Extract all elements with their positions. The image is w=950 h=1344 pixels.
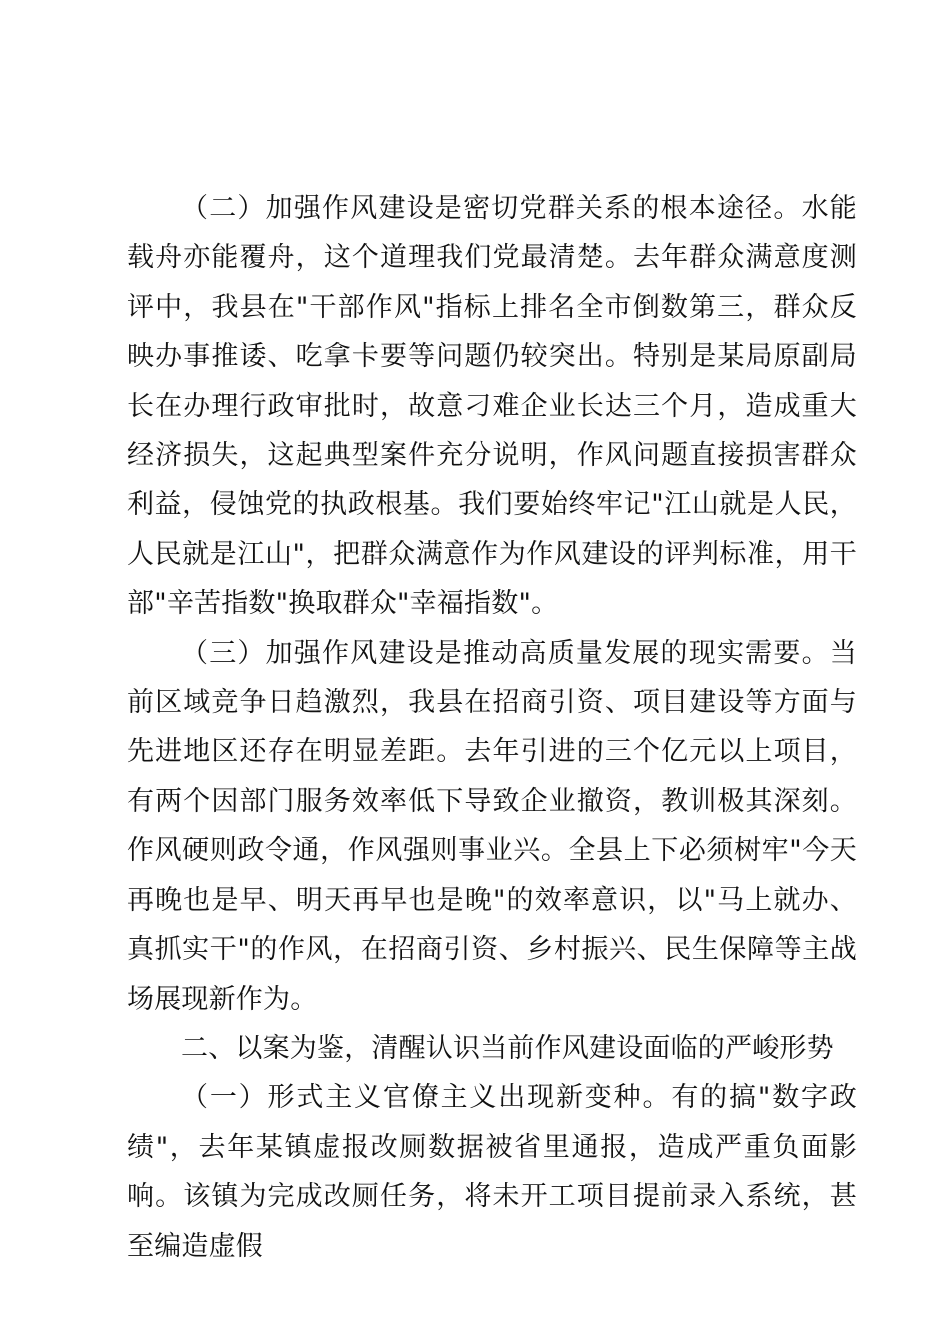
section-heading: 二、以案为鉴，清醒认识当前作风建设面临的严峻形势 [181,1032,834,1064]
paragraph-formalism-bureaucratism: （一）形式主义官僚主义出现新变种。有的搞"数字政绩"，去年某镇虚报改厕数据被省里通报，造成严重负面影响。该镇为完成改厕任务，将未开工项目提前录入系统，甚至编造虚假 [127,1082,857,1262]
document-body [127,184,857,1271]
paragraph-party-mass-relations: （二）加强作风建设是密切党群关系的根本途径。水能载舟亦能覆舟，这个道理我们党最清楚。去年群众满意度测评中，我县在"干部作风"指标上排名全市倒数第三，群众反映办事推诿、吃拿卡要等问题仍较突出。特别是某局原副局长在办理行政审批时，故意刁难企业长达三个月，造成重大经济损失，这起典型案件充分说明，作风问题直接损害群众利益，侵蚀党的执政根基。我们要始终牢记"江山就是人民，人民就是江山"，把群众满意作为作风建设的评判标准，用干部"辛苦指数"换取群众"幸福指数"。 [127,193,857,620]
paragraph-high-quality-development: （三）加强作风建设是推动高质量发展的现实需要。当前区域竞争日趋激烈，我县在招商引资、项目建设等方面与先进地区还存在明显差距。去年引进的三个亿元以上项目，有两个因部门服务效率低下导致企业撤资，教训极其深刻。作风硬则政令通，作风强则事业兴。全县上下必须树牢"今天再晚也是早、明天再早也是晚"的效率意识，以"马上就办、真抓实干"的作风，在招商引资、乡村振兴、民生保障等主战场展现新作为。 [127,637,857,1015]
